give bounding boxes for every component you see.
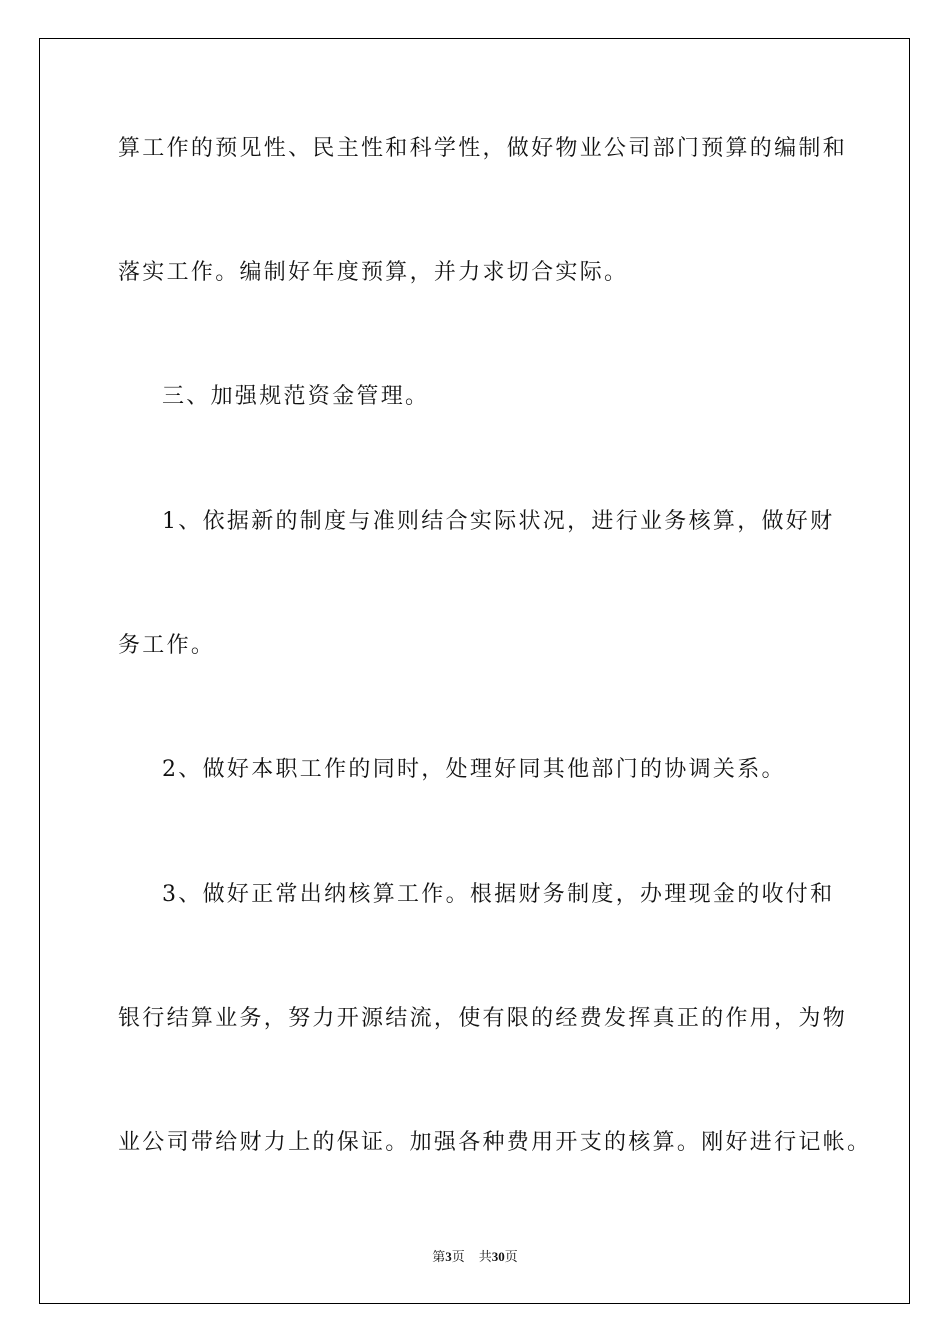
page-prefix: 第 bbox=[432, 1250, 446, 1265]
page-suffix: 页 bbox=[451, 1250, 465, 1265]
list-item-3-line-2: 银行结算业务，努力开源结流，使有限的经费发挥真正的作用，为物 bbox=[118, 1006, 848, 1031]
list-item-1-line-1: 1、依据新的制度与准则结合实际状况，进行业务核算，做好财 bbox=[162, 509, 835, 534]
section-heading: 三、加强规范资金管理。 bbox=[162, 384, 430, 409]
paragraph-line-2: 落实工作。编制好年度预算，并力求切合实际。 bbox=[118, 260, 629, 285]
list-item-1-line-2: 务工作。 bbox=[118, 633, 216, 658]
page-number: 3 bbox=[445, 1249, 452, 1264]
list-item-3-line-1: 3、做好正常出纳核算工作。根据财务制度，办理现金的收付和 bbox=[162, 882, 835, 907]
page-footer bbox=[0, 1250, 950, 1264]
page-border bbox=[39, 38, 910, 1304]
paragraph-line-1: 算工作的预见性、民主性和科学性，做好物业公司部门预算的编制和 bbox=[118, 136, 848, 161]
list-item-2: 2、做好本职工作的同时，处理好同其他部门的协调关系。 bbox=[162, 757, 786, 782]
total-pages: 30 bbox=[491, 1249, 505, 1264]
list-item-3-line-3: 业公司带给财力上的保证。加强各种费用开支的核算。刚好进行记帐。 bbox=[118, 1130, 872, 1155]
total-prefix: 共 bbox=[478, 1250, 492, 1265]
total-suffix: 页 bbox=[504, 1250, 518, 1265]
